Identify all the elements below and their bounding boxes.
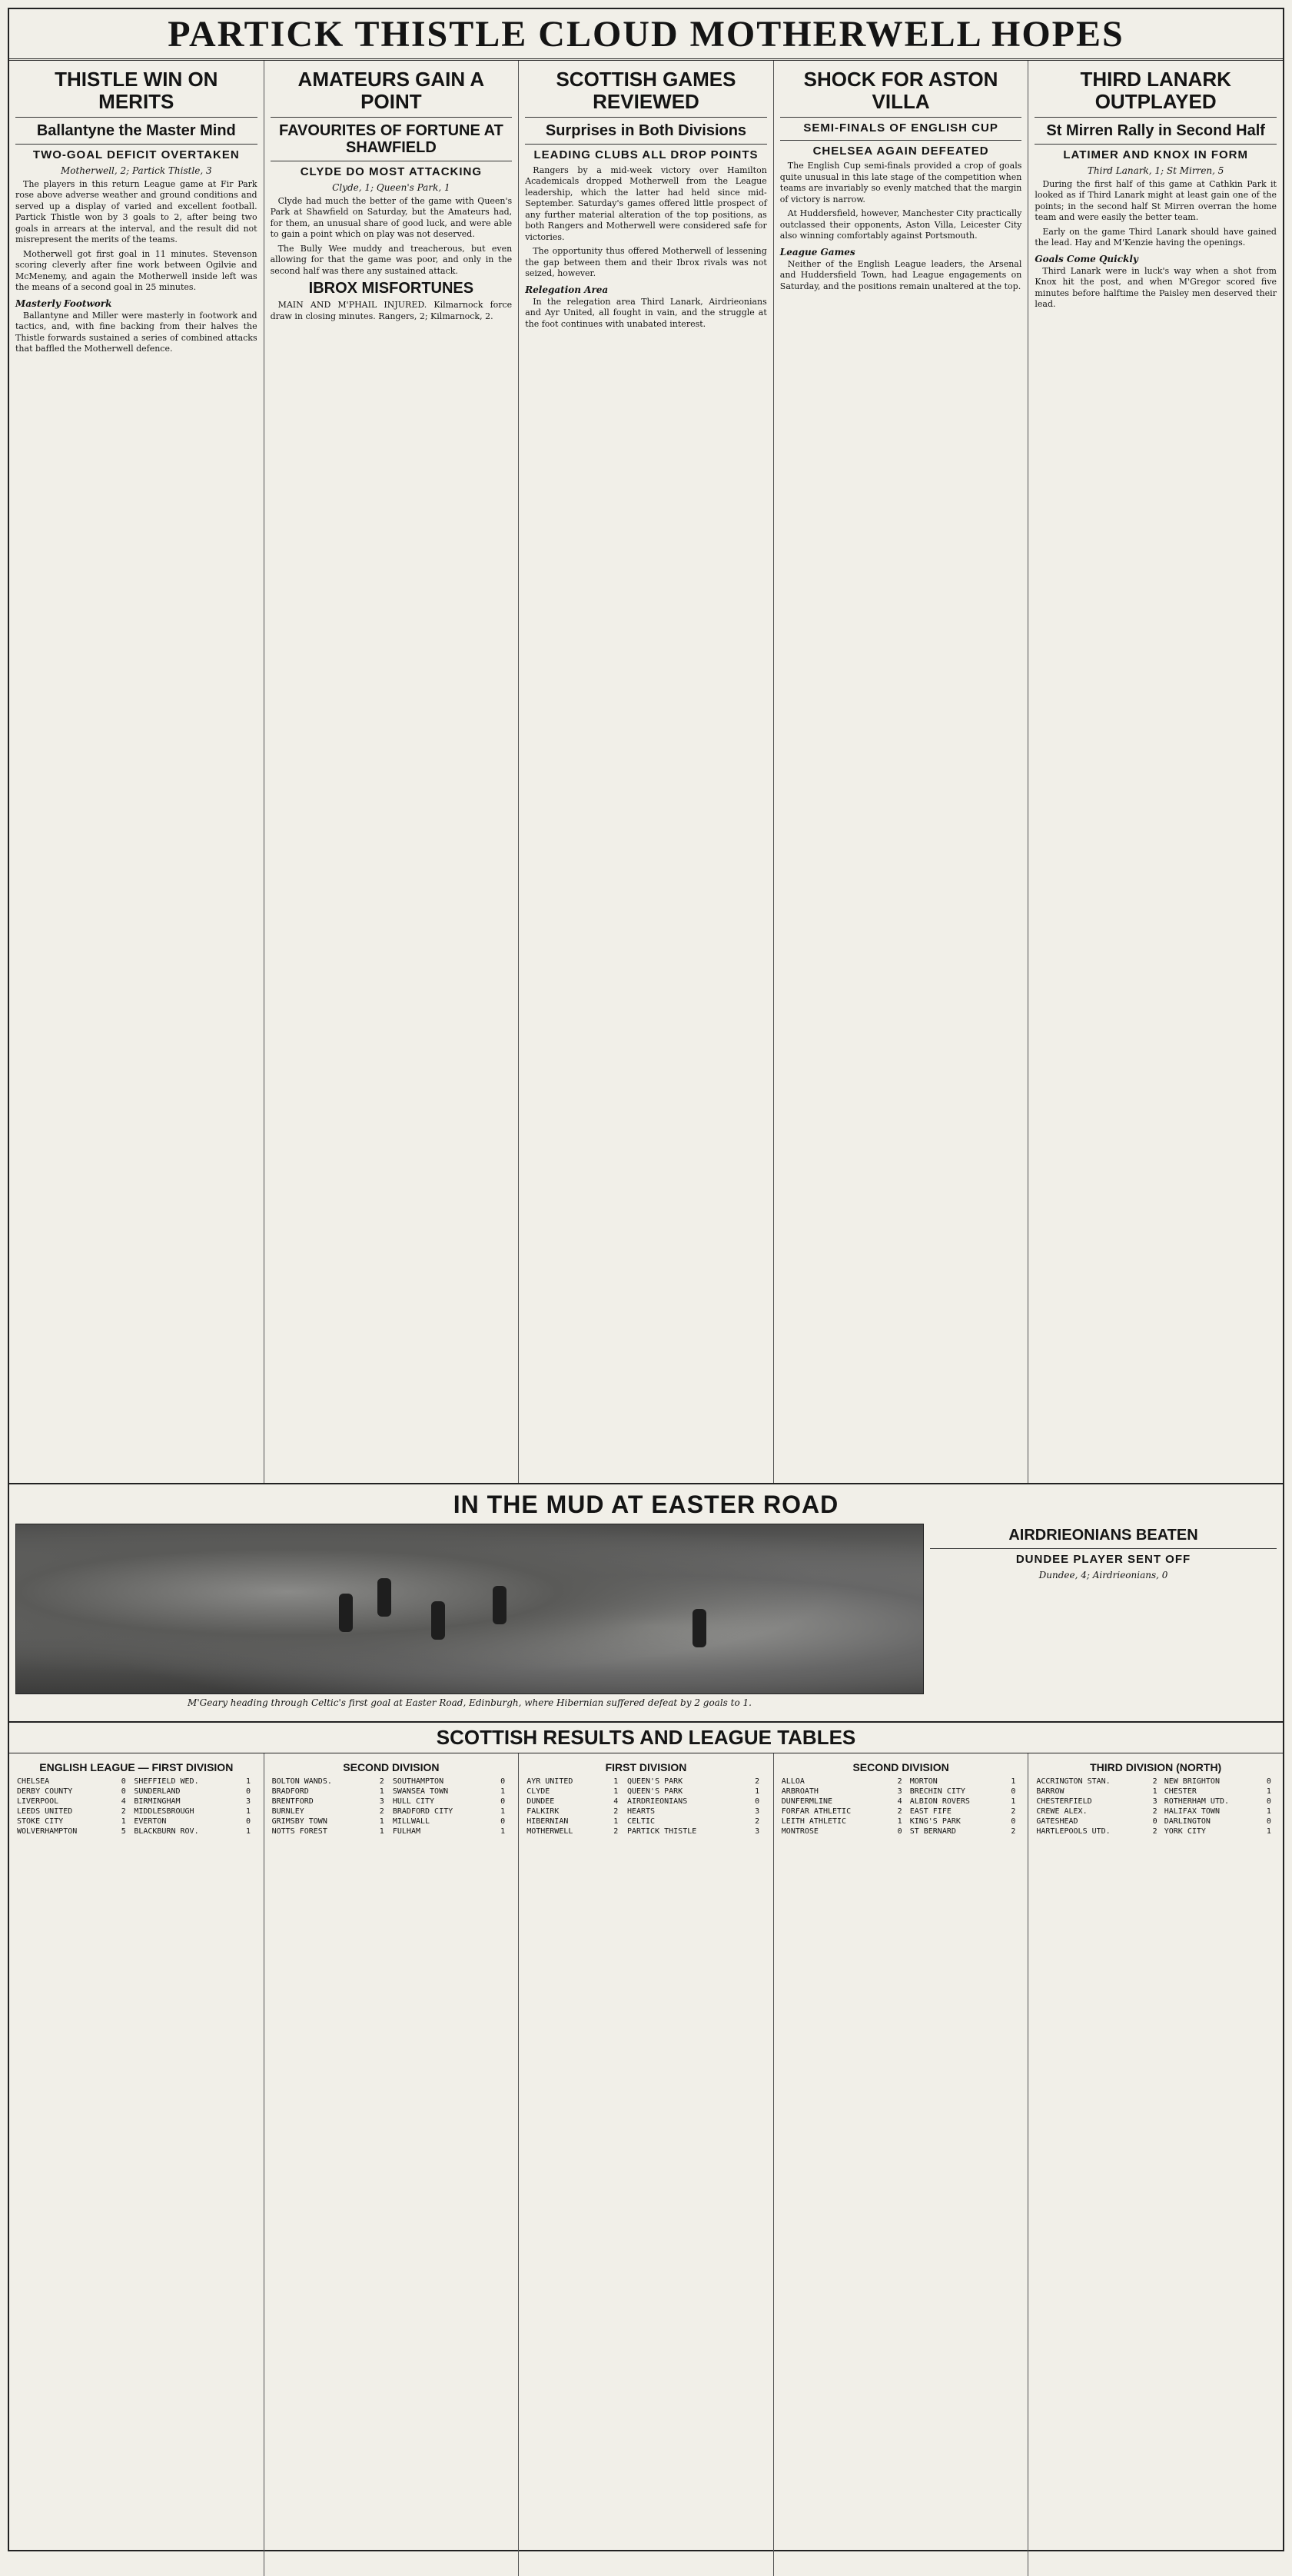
- table-row: [525, 1816, 767, 1826]
- table-cell: MORTON: [909, 1777, 938, 1786]
- table-cell: QUEEN'S PARK: [626, 1787, 683, 1796]
- table-row: [525, 1777, 767, 1787]
- paragraph: In the relegation area Third Lanark, Airdrieonians and Ayr United, all fought in vain, and the struggle at the foot continues with unabated interest.: [525, 296, 767, 329]
- table-col-1: [264, 1753, 520, 2576]
- table-cell: 2: [613, 1827, 619, 1836]
- score-line: Third Lanark, 1; St Mirren, 5: [1087, 165, 1224, 176]
- section-subhead: League Games: [779, 246, 855, 258]
- table-row: [271, 1826, 513, 1836]
- table-title: ENGLISH LEAGUE — FIRST DIVISION: [39, 1761, 234, 1773]
- table-row: [1035, 1787, 1277, 1797]
- table-cell: 0: [500, 1777, 506, 1786]
- subheadline: St Mirren Rally in Second Half: [1046, 122, 1265, 140]
- table-cell: DUNFERMLINE: [781, 1797, 833, 1806]
- league-tables: [9, 1753, 1283, 2576]
- deck: LEADING CLUBS ALL DROP POINTS: [533, 148, 759, 162]
- table-cell: MIDDLESBROUGH: [134, 1807, 194, 1816]
- divider: [1035, 117, 1277, 118]
- table-col-0: [9, 1753, 264, 2576]
- results-body: [780, 1777, 1022, 1836]
- table-cell: 5: [121, 1827, 126, 1836]
- table-row: [1035, 1816, 1277, 1826]
- table-cell: 2: [1011, 1827, 1016, 1836]
- table-cell: 1: [1266, 1807, 1271, 1816]
- paragraph: During the first half of this game at Cathkin Park it looked as if Third Lanark might at least gain one of the points; in the second half St Mirren overran the home team and were easily the better team.: [1035, 178, 1277, 223]
- table-cell: PARTICK THISTLE: [626, 1827, 697, 1836]
- table-cell: ST BERNARD: [909, 1827, 956, 1836]
- table-cell: CLYDE: [526, 1787, 550, 1796]
- table-cell: NOTTS FOREST: [271, 1827, 327, 1836]
- table-cell: BIRMINGHAM: [134, 1797, 181, 1806]
- table-cell: 1: [1266, 1827, 1271, 1836]
- results-table: [1035, 1777, 1277, 1836]
- results-table: [15, 1777, 257, 1836]
- table-row: [271, 1787, 513, 1797]
- paragraph: Ballantyne and Miller were masterly in footwork and tactics, and, with fine backing from their halves the Thistle forwards sustained a series of combined attacks that baffled the Motherwell defence.: [15, 310, 257, 354]
- table-cell: 1: [500, 1827, 506, 1836]
- paragraph: Motherwell got first goal in 11 minutes. Stevenson scoring cleverly after fine work between Ogilvie and McMenemy, and again the Motherwell inside left was the means of a second goal in 25 minutes.: [15, 248, 257, 293]
- table-cell: 0: [1011, 1817, 1016, 1826]
- table-row: [1035, 1826, 1277, 1836]
- subheadline: Surprises in Both Divisions: [545, 122, 747, 140]
- table-cell: 3: [246, 1797, 251, 1806]
- table-cell: NEW BRIGHTON: [1164, 1777, 1220, 1786]
- table-cell: SHEFFIELD WED.: [134, 1777, 199, 1786]
- table-cell: 2: [1152, 1827, 1157, 1836]
- player-figure: [493, 1586, 507, 1624]
- table-cell: 0: [500, 1797, 506, 1806]
- table-cell: 2: [755, 1777, 760, 1786]
- section-subhead: Relegation Area: [525, 284, 609, 295]
- table-cell: 3: [379, 1797, 384, 1806]
- table-cell: GRIMSBY TOWN: [271, 1817, 327, 1826]
- table-cell: 0: [1011, 1787, 1016, 1796]
- divider: [1035, 144, 1277, 145]
- table-cell: ACCRINGTON STAN.: [1036, 1777, 1111, 1786]
- table-cell: EVERTON: [134, 1817, 167, 1826]
- table-col-2: [519, 1753, 774, 2576]
- table-cell: BRENTFORD: [271, 1797, 314, 1806]
- table-cell: HEARTS: [626, 1807, 656, 1816]
- table-cell: 1: [246, 1827, 251, 1836]
- player-figure: [431, 1601, 445, 1640]
- table-cell: DARLINGTON: [1164, 1817, 1211, 1826]
- table-cell: 1: [613, 1787, 619, 1796]
- table-cell: 3: [1152, 1797, 1157, 1806]
- paragraph: MAIN AND M'PHAIL INJURED. Kilmarnock force draw in closing minutes. Rangers, 2; Kilmarnock, 2.: [270, 300, 513, 321]
- table-cell: ALLOA: [781, 1777, 805, 1786]
- table-cell: 2: [755, 1817, 760, 1826]
- table-row: [525, 1826, 767, 1836]
- table-cell: 3: [755, 1807, 760, 1816]
- table-cell: 2: [379, 1807, 384, 1816]
- table-cell: 2: [1152, 1777, 1157, 1786]
- table-cell: 1: [500, 1787, 506, 1796]
- table-row: [780, 1797, 1022, 1807]
- table-cell: 0: [246, 1787, 251, 1796]
- table-cell: MONTROSE: [781, 1827, 819, 1836]
- table-cell: ROTHERHAM UTD.: [1164, 1797, 1230, 1806]
- table-row: [1035, 1807, 1277, 1816]
- table-cell: 1: [379, 1827, 384, 1836]
- table-cell: 1: [755, 1787, 760, 1796]
- table-row: [525, 1787, 767, 1797]
- table-cell: 0: [246, 1817, 251, 1826]
- table-row: [271, 1777, 513, 1787]
- table-cell: 2: [1152, 1807, 1157, 1816]
- table-cell: GATESHEAD: [1036, 1817, 1078, 1826]
- table-cell: 0: [121, 1777, 126, 1786]
- table-row: [15, 1777, 257, 1787]
- table-row: [780, 1816, 1022, 1826]
- photo-title: IN THE MUD AT EASTER ROAD: [453, 1491, 839, 1518]
- table-cell: 4: [897, 1797, 902, 1806]
- article-col-1: [264, 61, 520, 1483]
- divider: [271, 117, 513, 118]
- divider: [780, 140, 1022, 141]
- paragraph: Clyde had much the better of the game with Queen's Park at Shawfield on Saturday, but the Amateurs had, for them, an unusual share of good luck, and were able to gain a point which on play was not deserved.: [270, 195, 513, 240]
- table-cell: ALBION ROVERS: [909, 1797, 970, 1806]
- table-cell: HALIFAX TOWN: [1164, 1807, 1220, 1816]
- table-row: [15, 1816, 257, 1826]
- player-figure: [339, 1594, 353, 1632]
- table-cell: 3: [755, 1827, 760, 1836]
- table-cell: 1: [1152, 1787, 1157, 1796]
- photo-side-article: [930, 1524, 1277, 1708]
- table-cell: STOKE CITY: [17, 1817, 64, 1826]
- table-cell: 4: [613, 1797, 619, 1806]
- table-cell: BLACKBURN ROV.: [134, 1827, 199, 1836]
- table-cell: 1: [613, 1777, 619, 1786]
- table-cell: BRECHIN CITY: [909, 1787, 965, 1796]
- table-cell: CELTIC: [626, 1817, 656, 1826]
- match-photo: [15, 1524, 924, 1694]
- player-figure: [692, 1609, 706, 1647]
- table-cell: 0: [500, 1817, 506, 1826]
- table-title: SECOND DIVISION: [852, 1761, 949, 1773]
- paragraph: The Bully Wee muddy and treacherous, but even allowing for that the game was poor, and only in the second half was there any sustained attack.: [270, 243, 513, 276]
- table-cell: MOTHERWELL: [526, 1827, 573, 1836]
- divider: [525, 144, 767, 145]
- table-row: [1035, 1797, 1277, 1807]
- table-cell: 2: [897, 1807, 902, 1816]
- table-cell: DERBY COUNTY: [17, 1787, 73, 1796]
- table-row: [271, 1816, 513, 1826]
- results-body: [15, 1777, 257, 1836]
- table-cell: CREWE ALEX.: [1036, 1807, 1088, 1816]
- table-cell: 1: [379, 1787, 384, 1796]
- table-cell: 1: [1266, 1787, 1271, 1796]
- table-row: [15, 1797, 257, 1807]
- table-cell: FALKIRK: [526, 1807, 560, 1816]
- table-cell: MILLWALL: [392, 1817, 430, 1826]
- divider: [930, 1548, 1277, 1549]
- table-cell: 1: [1011, 1797, 1016, 1806]
- section-subhead: Goals Come Quickly: [1035, 253, 1138, 264]
- table-row: [271, 1807, 513, 1816]
- table-title: THIRD DIVISION (NORTH): [1090, 1761, 1222, 1773]
- headline: SCOTTISH GAMES REVIEWED: [556, 68, 736, 113]
- headline: AMATEURS GAIN A POINT: [297, 68, 485, 113]
- table-row: [1035, 1777, 1277, 1787]
- table-cell: 0: [755, 1797, 760, 1806]
- table-cell: FULHAM: [392, 1827, 420, 1836]
- section-headline: IBROX MISFORTUNES: [308, 280, 474, 297]
- paragraph: Third Lanark were in luck's way when a shot from Knox hit the post, and when M'Gregor scored five minutes before halftime the Paisley men deserved their lead.: [1035, 265, 1277, 310]
- article-col-3: [774, 61, 1029, 1483]
- score-line: Motherwell, 2; Partick Thistle, 3: [60, 165, 212, 176]
- table-cell: CHELSEA: [17, 1777, 50, 1786]
- table-cell: HIBERNIAN: [526, 1817, 569, 1826]
- results-table: [780, 1777, 1022, 1836]
- deck: CHELSEA AGAIN DEFEATED: [812, 144, 989, 158]
- table-col-3: [774, 1753, 1029, 2576]
- table-cell: BRADFORD: [271, 1787, 309, 1796]
- table-row: [271, 1797, 513, 1807]
- table-cell: AIRDRIEONIANS: [626, 1797, 688, 1806]
- table-cell: 0: [897, 1827, 902, 1836]
- player-figure: [377, 1578, 391, 1617]
- table-cell: 1: [1011, 1777, 1016, 1786]
- table-cell: BRADFORD CITY: [392, 1807, 453, 1816]
- divider: [15, 117, 257, 118]
- table-title: SECOND DIVISION: [343, 1761, 440, 1773]
- table-cell: BOLTON WANDS.: [271, 1777, 332, 1786]
- table-cell: LEITH ATHLETIC: [781, 1817, 847, 1826]
- paragraph: At Huddersfield, however, Manchester City practically outclassed their opponents, Aston Villa, Leicester City also winning comfortably against Portsmouth.: [779, 208, 1022, 241]
- table-cell: FORFAR ATHLETIC: [781, 1807, 852, 1816]
- table-cell: DUNDEE: [526, 1797, 555, 1806]
- table-cell: 0: [1152, 1817, 1157, 1826]
- table-cell: 1: [613, 1817, 619, 1826]
- table-cell: ARBROATH: [781, 1787, 819, 1796]
- table-cell: EAST FIFE: [909, 1807, 952, 1816]
- divider: [15, 144, 257, 145]
- photo-wrap: [15, 1524, 1277, 1708]
- table-cell: 1: [246, 1777, 251, 1786]
- score-line: Clyde, 1; Queen's Park, 1: [332, 181, 450, 193]
- deck: TWO-GOAL DEFICIT OVERTAKEN: [32, 148, 240, 162]
- results-banner: SCOTTISH RESULTS AND LEAGUE TABLES: [9, 1723, 1283, 1753]
- score-line: Dundee, 4; Airdrieonians, 0: [1038, 1569, 1168, 1581]
- table-cell: 0: [1266, 1797, 1271, 1806]
- table-cell: 2: [897, 1777, 902, 1786]
- paragraph: The English Cup semi-finals provided a crop of goals quite unusual in this late stage of the competition when teams are invariably so evenly matched that the margin of victory is narrow.: [779, 161, 1022, 204]
- article-col-2: [519, 61, 774, 1483]
- table-cell: 2: [613, 1807, 619, 1816]
- table-cell: 3: [897, 1787, 902, 1796]
- subheadline: SEMI-FINALS OF ENGLISH CUP: [803, 121, 998, 135]
- table-row: [525, 1797, 767, 1807]
- table-cell: SWANSEA TOWN: [392, 1787, 449, 1796]
- paragraph: Rangers by a mid-week victory over Hamilton Academicals dropped Motherwell from the League leadership, which the latter had held since mid-September. Saturday's games offered little prospect of any further material alteration of the top positions, as both Rangers and Motherwell were considered safe for victories.: [525, 165, 767, 242]
- results-body: [271, 1777, 513, 1836]
- table-row: [780, 1807, 1022, 1816]
- divider: [525, 117, 767, 118]
- headline: THISTLE WIN ON MERITS: [55, 68, 218, 113]
- table-cell: 2: [121, 1807, 126, 1816]
- table-cell: BARROW: [1036, 1787, 1064, 1796]
- table-col-4: [1028, 1753, 1283, 2576]
- table-cell: BURNLEY: [271, 1807, 304, 1816]
- table-cell: 0: [1266, 1777, 1271, 1786]
- table-row: [780, 1826, 1022, 1836]
- table-cell: SUNDERLAND: [134, 1787, 181, 1796]
- table-cell: YORK CITY: [1164, 1827, 1206, 1836]
- results-table: [271, 1777, 513, 1836]
- table-cell: QUEEN'S PARK: [626, 1777, 683, 1786]
- table-title: FIRST DIVISION: [605, 1761, 687, 1773]
- article-columns: [9, 61, 1283, 1484]
- table-cell: 0: [121, 1787, 126, 1796]
- subheadline: DUNDEE PLAYER SENT OFF: [1015, 1553, 1191, 1566]
- photo-section: [9, 1484, 1283, 1723]
- table-row: [15, 1826, 257, 1836]
- table-cell: 2: [1011, 1807, 1016, 1816]
- masthead: PARTICK THISTLE CLOUD MOTHERWELL HOPES: [9, 9, 1283, 61]
- table-cell: 1: [246, 1807, 251, 1816]
- subheadline: FAVOURITES OF FORTUNE AT SHAWFIELD: [278, 122, 503, 157]
- table-row: [780, 1787, 1022, 1797]
- table-row: [15, 1787, 257, 1797]
- table-cell: 1: [379, 1817, 384, 1826]
- section-subhead: Masterly Footwork: [15, 297, 112, 309]
- paragraph: Neither of the English League leaders, the Arsenal and Huddersfield Town, had League engagements on Saturday, and the positions remain unaltered at the top.: [779, 258, 1022, 291]
- table-cell: 4: [121, 1797, 126, 1806]
- table-cell: 1: [121, 1817, 126, 1826]
- table-cell: HARTLEPOOLS UTD.: [1036, 1827, 1111, 1836]
- table-cell: LEEDS UNITED: [17, 1807, 73, 1816]
- table-cell: CHESTER: [1164, 1787, 1197, 1796]
- table-cell: HULL CITY: [392, 1797, 435, 1806]
- table-cell: CHESTERFIELD: [1036, 1797, 1092, 1806]
- table-cell: WOLVERHAMPTON: [17, 1827, 78, 1836]
- table-cell: LIVERPOOL: [17, 1797, 59, 1806]
- results-body: [525, 1777, 767, 1836]
- results-table: [525, 1777, 767, 1836]
- results-body: [1035, 1777, 1277, 1836]
- table-row: [780, 1777, 1022, 1787]
- table-cell: 1: [500, 1807, 506, 1816]
- headline: SHOCK FOR ASTON VILLA: [803, 68, 998, 113]
- newspaper-page: [8, 8, 1284, 2551]
- headline: THIRD LANARK OUTPLAYED: [1080, 68, 1231, 113]
- paragraph: The opportunity thus offered Motherwell of lessening the gap between them and their Ibrox rivals was not seized, however.: [525, 246, 767, 279]
- divider: [780, 117, 1022, 118]
- article-col-0: [9, 61, 264, 1483]
- table-row: [525, 1807, 767, 1816]
- article-col-4: [1028, 61, 1283, 1483]
- table-cell: 2: [379, 1777, 384, 1786]
- photo-caption: M'Geary heading through Celtic's first goal at Easter Road, Edinburgh, where Hibernian suffered defeat by 2 goals to 1.: [188, 1697, 752, 1708]
- table-row: [15, 1807, 257, 1816]
- subheadline: Ballantyne the Master Mind: [36, 122, 236, 140]
- table-cell: KING'S PARK: [909, 1817, 961, 1826]
- table-cell: 1: [897, 1817, 902, 1826]
- deck: CLYDE DO MOST ATTACKING: [300, 165, 483, 179]
- paragraph: The players in this return League game at Fir Park rose above adverse weather and ground conditions and served up a display of varied and excellent football. Partick Thistle won by 3 goals to 2, after being two goals in arrears at the interval, and the result did not misrepresent the merits of the teams.: [15, 178, 257, 245]
- table-cell: AYR UNITED: [526, 1777, 573, 1786]
- deck: LATIMER AND KNOX IN FORM: [1063, 148, 1248, 162]
- table-cell: 0: [1266, 1817, 1271, 1826]
- table-cell: SOUTHAMPTON: [392, 1777, 444, 1786]
- headline: AIRDRIEONIANS BEATEN: [1008, 1527, 1198, 1544]
- paragraph: Early on the game Third Lanark should have gained the lead. Hay and M'Kenzie having the openings.: [1035, 226, 1277, 248]
